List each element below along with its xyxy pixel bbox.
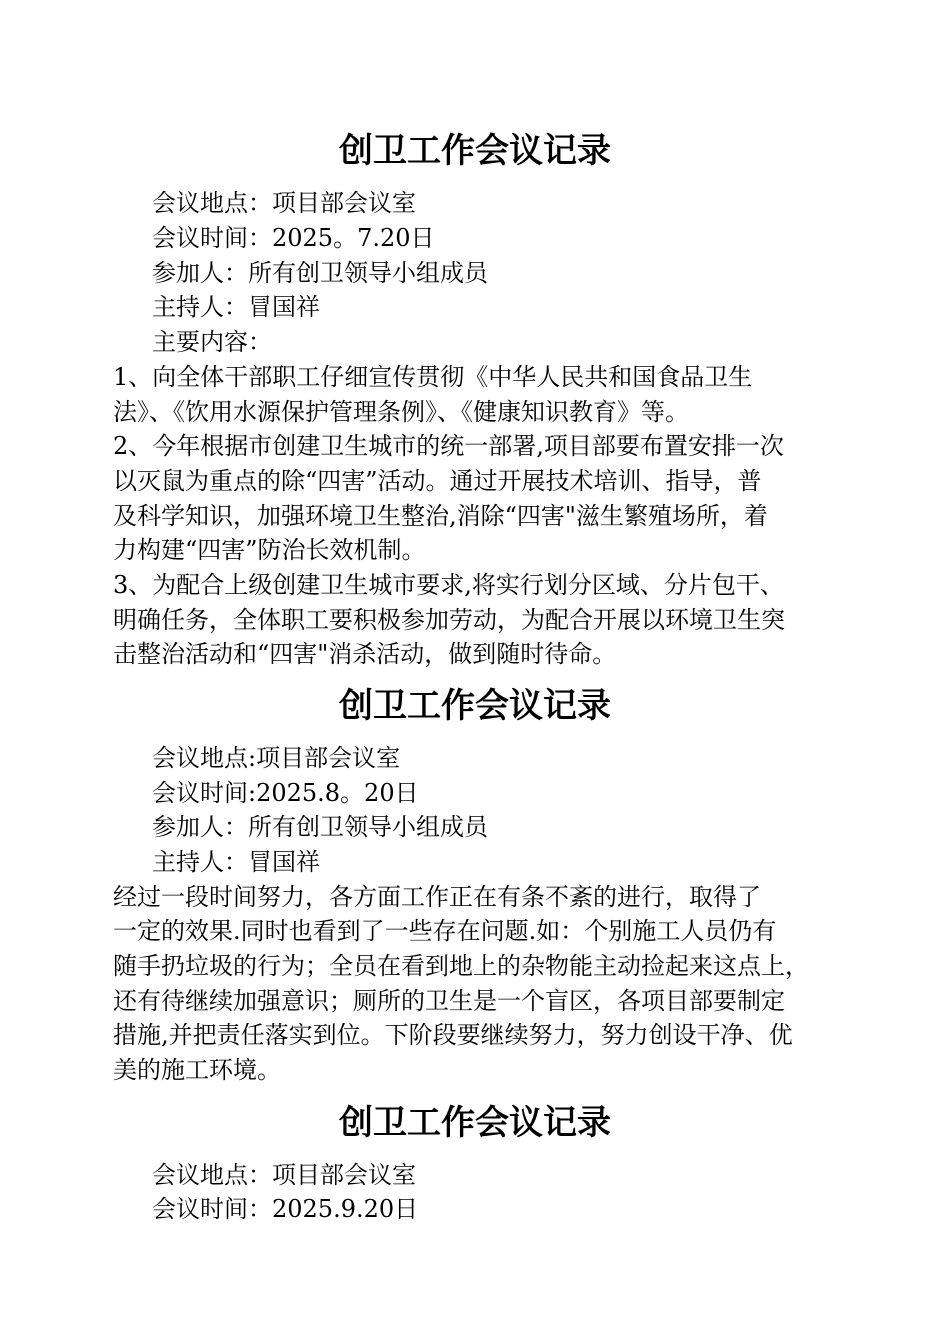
section-2-line: 一定的效果.同时也看到了一些存在问题.如：个别施工人员仍有 bbox=[113, 917, 777, 945]
section-1-host: 主持人：冒国祥 bbox=[152, 293, 320, 321]
section-2-participants: 参加人：所有创卫领导小组成员 bbox=[152, 813, 488, 841]
section-2-location: 会议地点:项目部会议室 bbox=[152, 744, 401, 772]
section-3-time: 会议时间：2025.9.20日 bbox=[152, 1195, 419, 1223]
section-1-line: 力构建“四害”防治长效机制。 bbox=[113, 536, 426, 564]
section-1-line: 及科学知识，加强环境卫生整治,消除“四害"滋生繁殖场所，着 bbox=[113, 502, 768, 530]
section-1-line: 3、为配合上级创建卫生城市要求,将实行划分区域、分片包干、 bbox=[113, 571, 784, 599]
section-2-host: 主持人：冒国祥 bbox=[152, 848, 320, 876]
section-1-location: 会议地点：项目部会议室 bbox=[152, 189, 416, 217]
section-1-title: 创卫工作会议记录 bbox=[339, 131, 611, 171]
section-2-line: 美的施工环境。 bbox=[113, 1056, 281, 1084]
section-2-title: 创卫工作会议记录 bbox=[339, 686, 611, 726]
section-3-location: 会议地点：项目部会议室 bbox=[152, 1161, 416, 1189]
section-1-time: 会议时间：2025。7.20日 bbox=[152, 224, 435, 252]
section-1-line: 明确任务，全体职工要积极参加劳动，为配合开展以环境卫生突 bbox=[113, 606, 785, 634]
section-2-time: 会议时间:2025.8。20日 bbox=[152, 779, 419, 807]
section-2-line: 经过一段时间努力，各方面工作正在有条不紊的进行，取得了 bbox=[113, 883, 761, 911]
section-1-line: 法》、《饮用水源保护管理条例》、《健康知识教育》等。 bbox=[113, 398, 689, 426]
section-2-line: 措施,并把责任落实到位。下阶段要继续努力，努力创设干净、优 bbox=[113, 1021, 793, 1049]
section-1-content-label: 主要内容： bbox=[152, 328, 272, 356]
section-1-line: 以灭鼠为重点的除“四害”活动。通过开展技术培训、指导，普 bbox=[113, 467, 762, 495]
section-1-line: 击整治活动和“四害"消杀活动，做到随时待命。 bbox=[113, 640, 617, 668]
section-1-participants: 参加人：所有创卫领导小组成员 bbox=[152, 259, 488, 287]
section-1-line: 2、今年根据市创建卫生城市的统一部署,项目部要布置安排一次 bbox=[113, 432, 784, 460]
section-1-line: 1、向全体干部职工仔细宣传贯彻《中华人民共和国食品卫生 bbox=[113, 363, 753, 391]
section-2-line: 随手扔垃圾的行为；全员在看到地上的杂物能主动捡起来这点上， bbox=[113, 952, 809, 980]
section-2-line: 还有待继续加强意识；厕所的卫生是一个盲区，各项目部要制定 bbox=[113, 987, 785, 1015]
section-3-title: 创卫工作会议记录 bbox=[339, 1103, 611, 1143]
